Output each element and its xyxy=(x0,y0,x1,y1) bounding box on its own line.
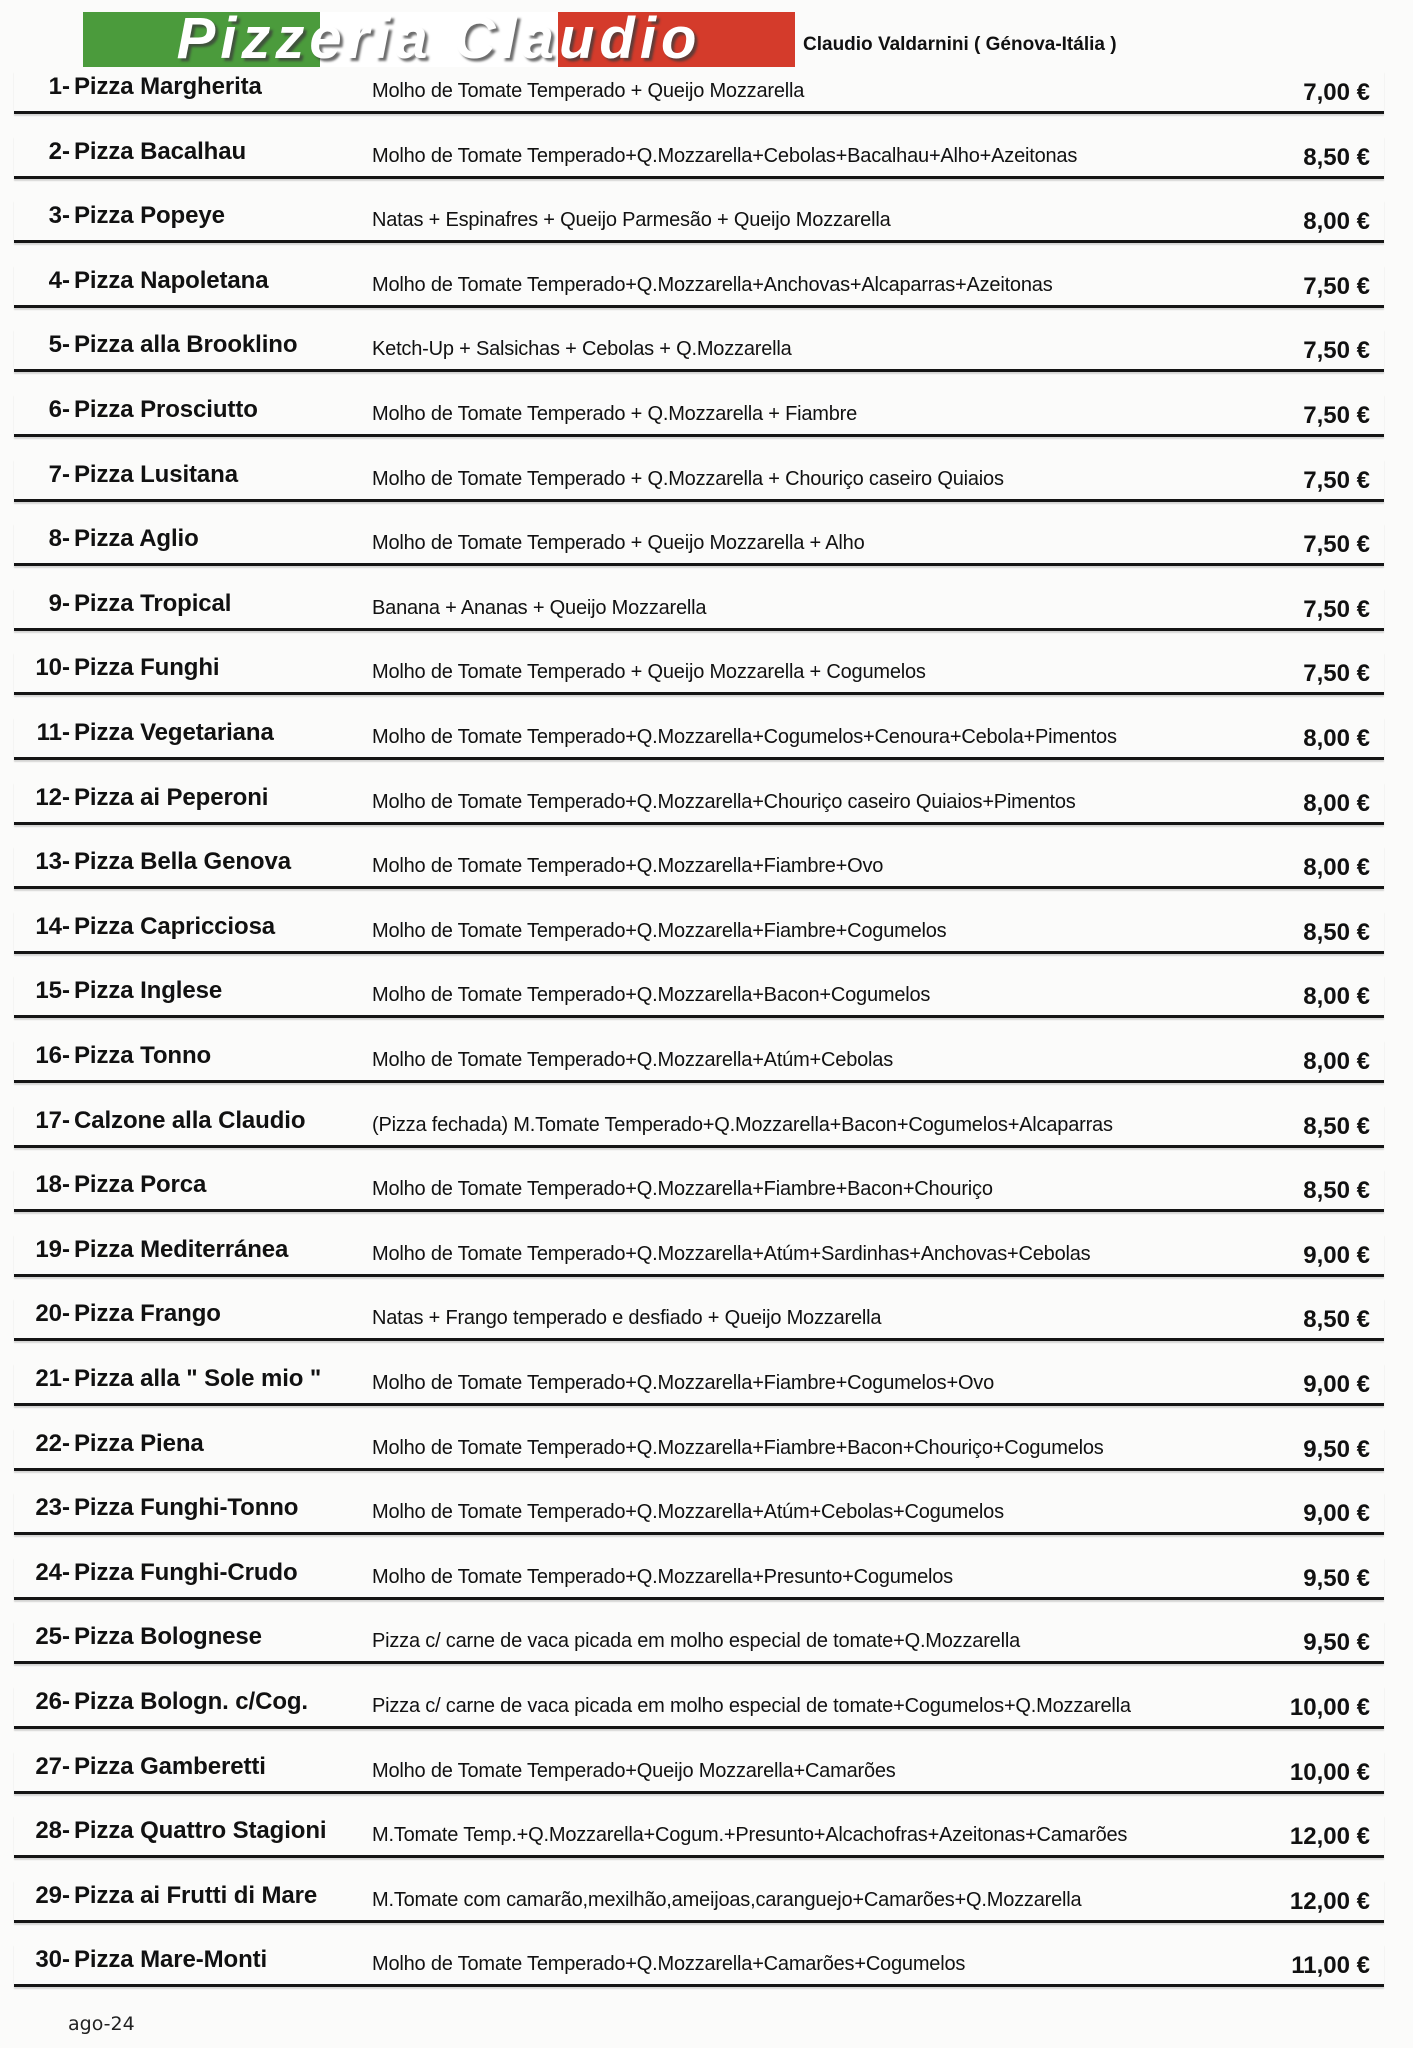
menu-item xyxy=(14,1492,1384,1535)
menu-item-description: Molho de Tomate Temperado + Queijo Mozzarella xyxy=(372,80,805,102)
footer-date: ago-24 xyxy=(68,2013,135,2035)
menu-item-number: 19- xyxy=(35,1235,70,1263)
menu-item xyxy=(14,200,1384,243)
menu-item-price: 8,00 € xyxy=(1303,854,1370,882)
menu-item-price: 11,00 € xyxy=(1291,1952,1370,1980)
menu-item-price: 12,00 € xyxy=(1289,1887,1370,1915)
menu-item xyxy=(14,1686,1384,1729)
menu-item-price: 9,50 € xyxy=(1303,1629,1370,1657)
menu-item-description: Molho de Tomate Temperado+Q.Mozzarella+Fiambre+Ovo xyxy=(372,855,884,878)
menu-item xyxy=(14,1428,1384,1471)
menu-item-description: Pizza c/ carne de vaca picada em molho especial de tomate+Cogumelos+Q.Mozzarella xyxy=(372,1695,1131,1717)
menu-item xyxy=(14,652,1384,695)
menu-item-name: Pizza Vegetariana xyxy=(74,719,274,746)
menu-item-price: 8,00 € xyxy=(1303,208,1370,236)
menu-item-price: 9,50 € xyxy=(1303,1564,1370,1592)
menu-item-description: Molho de Tomate Temperado + Q.Mozzarella + Fiambre xyxy=(372,403,858,425)
menu-item-name: Pizza Popeye xyxy=(74,202,225,230)
menu-item-name: Pizza alla Brooklino xyxy=(74,331,298,359)
menu-item-name: Pizza Tropical xyxy=(74,589,232,617)
menu-item-description: M.Tomate Temp.+Q.Mozzarella+Cogum.+Presunto+Alcachofras+Azeitonas+Camarões xyxy=(372,1824,1128,1847)
menu-item-price: 12,00 € xyxy=(1289,1823,1370,1851)
menu-item-name: Pizza alla " Sole mio " xyxy=(74,1365,322,1392)
menu-item-price: 7,50 € xyxy=(1303,337,1370,365)
menu-item-description: Ketch-Up + Salsichas + Cebolas + Q.Mozzarella xyxy=(372,338,792,361)
menu-item-description: (Pizza fechada) M.Tomate Temperado+Q.Mozzarella+Bacon+Cogumelos+Alcaparras xyxy=(372,1113,1113,1136)
menu-item-description: Natas + Frango temperado e desfiado + Queijo Mozzarella xyxy=(372,1307,882,1330)
menu-item-price: 7,50 € xyxy=(1303,466,1370,494)
menu-item-price: 7,50 € xyxy=(1303,272,1370,300)
menu-item-price: 8,50 € xyxy=(1303,1306,1370,1334)
menu-item xyxy=(14,136,1384,179)
menu-item-number: 23- xyxy=(35,1494,70,1522)
menu-item-number: 25- xyxy=(35,1623,70,1651)
menu-item xyxy=(14,394,1384,437)
menu-item-name: Pizza Quattro Stagioni xyxy=(74,1817,327,1845)
menu-item-description: Molho de Tomate Temperado+Q.Mozzarella+Camarões+Cogumelos xyxy=(372,1953,966,1976)
menu-item xyxy=(14,1040,1384,1083)
menu-item-description: Molho de Tomate Temperado+Q.Mozzarella+Fiambre+Bacon+Chouriço xyxy=(372,1178,993,1201)
menu-item-name: Pizza Bologn. c/Cog. xyxy=(74,1688,309,1715)
menu-item xyxy=(14,265,1384,308)
menu-item-price: 8,00 € xyxy=(1303,789,1370,817)
menu-item xyxy=(14,1557,1384,1600)
logo-title: Pizzeria Claudio xyxy=(176,6,702,71)
menu-item-price: 7,50 € xyxy=(1303,595,1370,623)
menu-item-description: Molho de Tomate Temperado+Q.Mozzarella+Bacon+Cogumelos xyxy=(372,984,931,1007)
menu-item-price: 9,00 € xyxy=(1303,1241,1370,1269)
menu-item-name: Calzone alla Claudio xyxy=(74,1106,306,1134)
menu-item xyxy=(14,1815,1384,1858)
menu-item-number: 30- xyxy=(35,1946,70,1974)
menu-item-description: Molho de Tomate Temperado + Queijo Mozzarella + Alho xyxy=(372,532,865,555)
menu-item xyxy=(14,1621,1384,1664)
menu-item-description: Molho de Tomate Temperado+Q.Mozzarella+Fiambre+Bacon+Chouriço+Cogumelos xyxy=(372,1436,1104,1459)
menu-item-name: Pizza Funghi-Crudo xyxy=(74,1558,298,1586)
menu-item-description: Molho de Tomate Temperado+Q.Mozzarella+Fiambre+Cogumelos xyxy=(372,919,947,942)
menu-item-name: Pizza ai Frutti di Mare xyxy=(74,1881,318,1909)
menu-item-name: Pizza ai Peperoni xyxy=(74,783,269,811)
menu-item-description: Molho de Tomate Temperado+Q.Mozzarella+Atúm+Cebolas xyxy=(372,1049,894,1071)
menu-item-number: 5- xyxy=(48,331,70,359)
menu-item-name: Pizza Prosciutto xyxy=(74,396,258,423)
menu-item xyxy=(14,459,1384,502)
menu-item-price: 7,00 € xyxy=(1303,79,1370,106)
menu-item-price: 8,50 € xyxy=(1303,918,1370,946)
menu-item xyxy=(14,588,1384,631)
menu-item-number: 28- xyxy=(35,1817,70,1845)
menu-item-price: 8,00 € xyxy=(1303,725,1370,752)
menu-item-price: 9,00 € xyxy=(1303,1500,1370,1528)
menu-item-number: 17- xyxy=(35,1106,70,1134)
menu-item-number: 24- xyxy=(35,1558,70,1586)
menu-item-price: 8,50 € xyxy=(1303,143,1370,171)
menu-item xyxy=(14,846,1384,889)
menu-item xyxy=(14,1944,1384,1987)
menu-item-name: Pizza Gamberetti xyxy=(74,1752,266,1780)
menu-item-name: Pizza Napoletana xyxy=(74,266,269,294)
menu-item xyxy=(14,71,1384,114)
menu-item-description: Molho de Tomate Temperado+Q.Mozzarella+Chouriço caseiro Quiaios+Pimentos xyxy=(372,790,1076,813)
menu-item-name: Pizza Funghi xyxy=(74,654,220,682)
menu-item-number: 6- xyxy=(48,396,70,423)
menu-item-name: Pizza Bolognese xyxy=(74,1623,262,1651)
menu-item-number: 20- xyxy=(35,1300,70,1328)
menu-item-description: Banana + Ananas + Queijo Mozzarella xyxy=(372,596,707,619)
menu-item-name: Pizza Capricciosa xyxy=(74,912,276,940)
menu-item xyxy=(14,975,1384,1018)
menu-item xyxy=(14,1105,1384,1148)
menu-item-description: Molho de Tomate Temperado+Q.Mozzarella+Cebolas+Bacalhau+Alho+Azeitonas xyxy=(372,144,1078,167)
menu-item xyxy=(14,1169,1384,1212)
menu-item-price: 8,00 € xyxy=(1303,983,1370,1011)
menu-item-name: Pizza Bella Genova xyxy=(74,848,291,876)
menu-item-description: Molho de Tomate Temperado+Queijo Mozzarella+Camarões xyxy=(372,1759,896,1782)
menu-item-number: 29- xyxy=(35,1881,70,1909)
menu-item-description: Molho de Tomate Temperado+Q.Mozzarella+Fiambre+Cogumelos+Ovo xyxy=(372,1372,995,1394)
menu-item-description: Pizza c/ carne de vaca picada em molho especial de tomate+Q.Mozzarella xyxy=(372,1630,1021,1653)
menu-item-price: 9,00 € xyxy=(1303,1371,1370,1398)
menu-item xyxy=(14,329,1384,372)
menu-item-number: 26- xyxy=(35,1688,70,1715)
menu-item-number: 18- xyxy=(35,1171,70,1199)
menu-item xyxy=(14,1880,1384,1923)
menu-item-description: Molho de Tomate Temperado+Q.Mozzarella+Cogumelos+Cenoura+Cebola+Pimentos xyxy=(372,726,1117,748)
menu-item-price: 8,50 € xyxy=(1303,1112,1370,1140)
menu-item-number: 13- xyxy=(35,848,70,876)
menu-item-name: Pizza Lusitana xyxy=(74,460,238,488)
menu-item-name: Pizza Aglio xyxy=(74,525,199,553)
menu-item xyxy=(14,1298,1384,1341)
menu-item xyxy=(14,717,1384,760)
menu-item-name: Pizza Porca xyxy=(74,1171,207,1199)
menu-item-name: Pizza Mediterránea xyxy=(74,1235,289,1263)
menu-item-name: Pizza Margherita xyxy=(74,73,262,100)
menu-item-description: Molho de Tomate Temperado + Q.Mozzarella + Chouriço caseiro Quiaios xyxy=(372,467,1004,490)
menu-item-description: Natas + Espinafres + Queijo Parmesão + Queijo Mozzarella xyxy=(372,209,891,232)
menu-item-name: Pizza Bacalhau xyxy=(74,137,247,165)
menu-item-price: 8,00 € xyxy=(1303,1048,1370,1075)
menu-item-price: 7,50 € xyxy=(1303,531,1370,559)
menu-item-name: Pizza Tonno xyxy=(74,1042,212,1069)
menu-item-number: 12- xyxy=(35,783,70,811)
menu-item xyxy=(14,782,1384,825)
menu-item-number: 11- xyxy=(36,719,70,746)
menu-item-number: 14- xyxy=(35,912,70,940)
menu-item-price: 10,00 € xyxy=(1289,1694,1370,1721)
menu-item-number: 15- xyxy=(35,977,70,1005)
menu-item xyxy=(14,911,1384,954)
menu-item-description: Molho de Tomate Temperado+Q.Mozzarella+Atúm+Cebolas+Cogumelos xyxy=(372,1501,1004,1524)
menu-item-name: Pizza Mare-Monti xyxy=(74,1946,268,1974)
menu-item-number: 1- xyxy=(48,73,70,100)
menu-item-description: Molho de Tomate Temperado+Q.Mozzarella+Presunto+Cogumelos xyxy=(372,1565,953,1588)
menu-item-price: 10,00 € xyxy=(1289,1758,1370,1786)
menu-item-number: 10- xyxy=(35,654,70,682)
menu-item-name: Pizza Piena xyxy=(74,1429,204,1457)
menu-item-description: Molho de Tomate Temperado + Queijo Mozzarella + Cogumelos xyxy=(372,661,926,684)
menu-item-number: 7- xyxy=(48,460,70,488)
menu-item xyxy=(14,1234,1384,1277)
menu-item-description: Molho de Tomate Temperado+Q.Mozzarella+Atúm+Sardinhas+Anchovas+Cebolas xyxy=(372,1242,1091,1265)
menu-item-name: Pizza Frango xyxy=(74,1300,221,1328)
menu-item xyxy=(14,1363,1384,1406)
menu-item-name: Pizza Inglese xyxy=(74,977,223,1005)
menu-item-description: Molho de Tomate Temperado+Q.Mozzarella+Anchovas+Alcaparras+Azeitonas xyxy=(372,273,1053,296)
menu-item-name: Pizza Funghi-Tonno xyxy=(74,1494,299,1522)
menu-item xyxy=(14,523,1384,566)
menu-item-number: 9- xyxy=(48,589,70,617)
menu-item-description: M.Tomate com camarão,mexilhão,ameijoas,caranguejo+Camarões+Q.Mozzarella xyxy=(372,1888,1082,1911)
menu-item-price: 8,50 € xyxy=(1303,1177,1370,1205)
menu-item xyxy=(14,1751,1384,1794)
menu-item-price: 7,50 € xyxy=(1303,660,1370,688)
logo xyxy=(83,6,795,71)
menu-item-price: 9,50 € xyxy=(1303,1435,1370,1463)
menu-item-number: 8- xyxy=(48,525,70,553)
menu-item-number: 27- xyxy=(35,1752,70,1780)
menu-item-number: 21- xyxy=(35,1365,70,1392)
menu-item-number: 3- xyxy=(48,202,70,230)
menu-item-number: 4- xyxy=(48,266,70,294)
menu-item-price: 7,50 € xyxy=(1303,402,1370,429)
menu-item-number: 2- xyxy=(48,137,70,165)
owner-subtitle: Claudio Valdarnini ( Génova-Itália ) xyxy=(803,34,1117,55)
menu-item-number: 16- xyxy=(35,1042,70,1069)
menu-item-number: 22- xyxy=(35,1429,70,1457)
